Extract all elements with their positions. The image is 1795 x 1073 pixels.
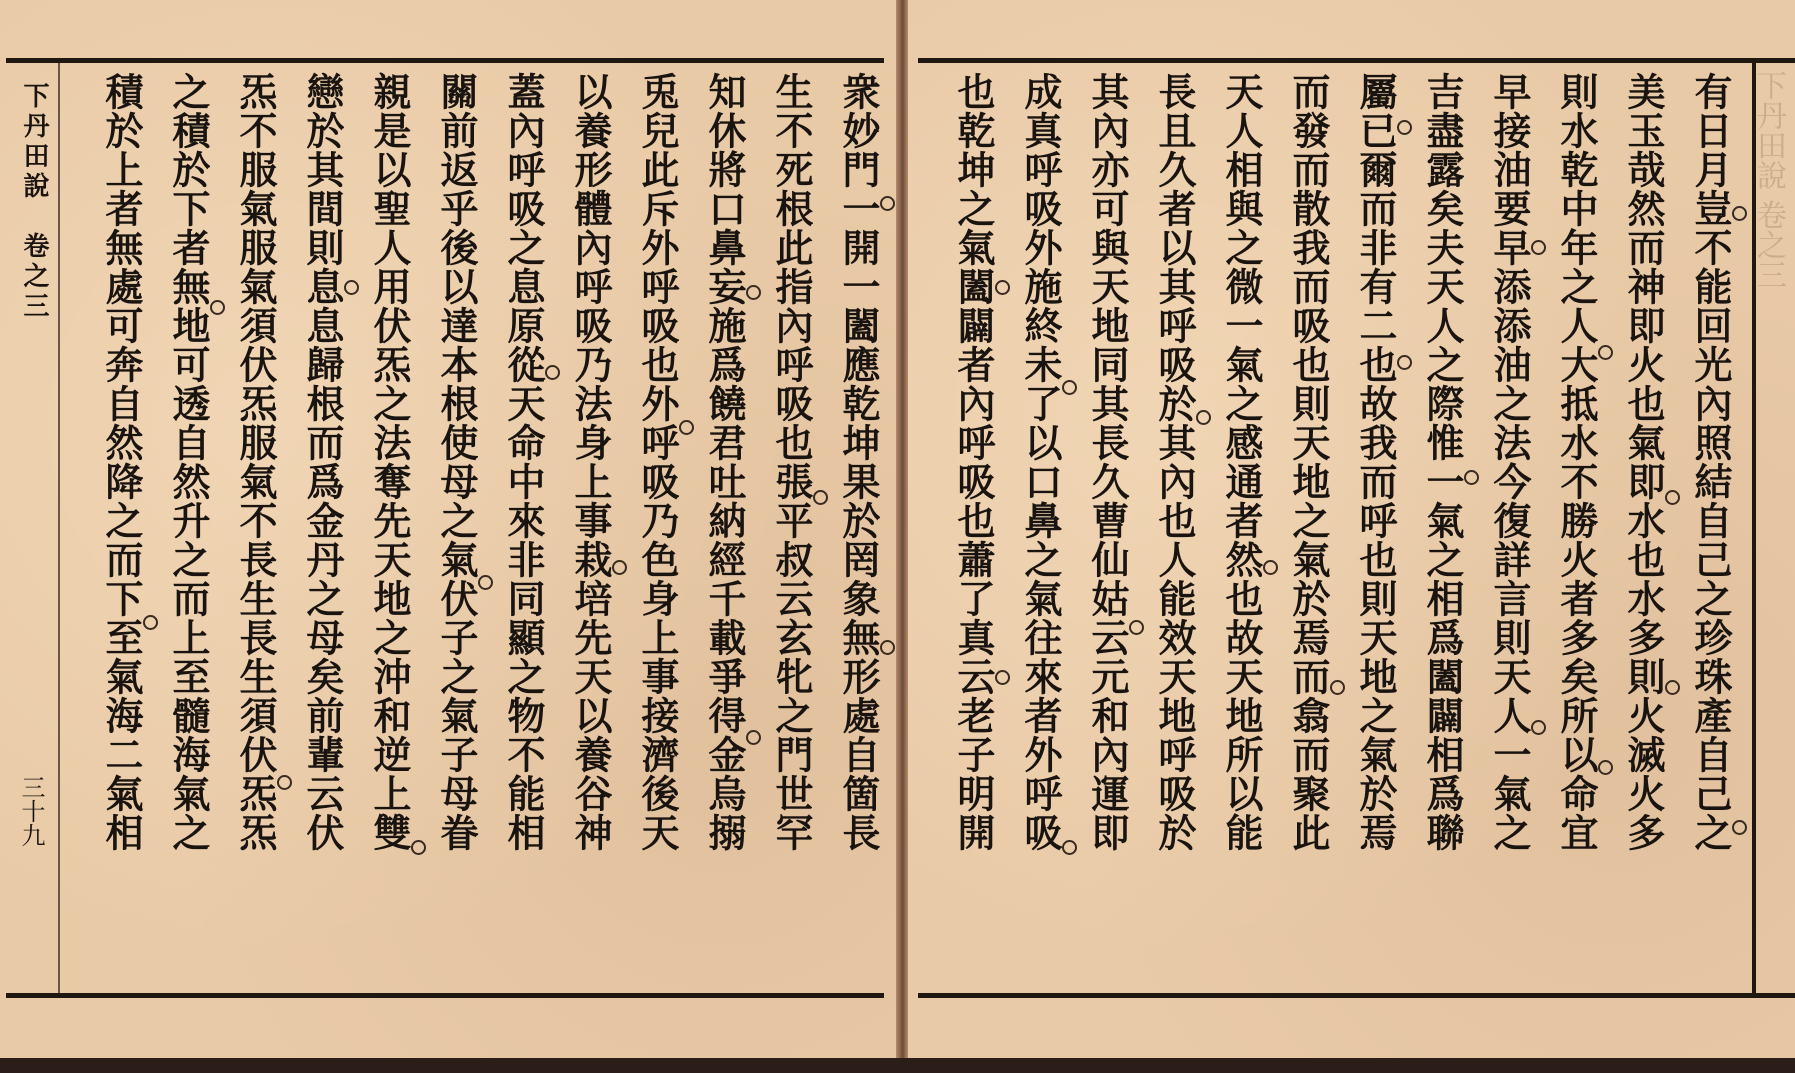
punctuation-mark [478, 575, 493, 590]
punctuation-mark [1196, 410, 1211, 425]
punctuation-mark [344, 280, 359, 295]
punctuation-mark [1464, 470, 1479, 485]
punctuation-mark [1598, 760, 1613, 775]
frame-bottom-rule-right [918, 993, 1795, 998]
text-column: 兎兒此斥外呼吸也外呼吸乃色身上事接濟後天 [635, 72, 680, 852]
bottom-edge [0, 1058, 1795, 1073]
punctuation-mark [1665, 680, 1680, 695]
text-column: 戀於其間則息息歸根而爲金丹之母矣前輩云伏 [300, 72, 345, 852]
text-column: 之積於下者無地可透自然升之而上至髓海氣之 [166, 72, 211, 852]
punctuation-mark [1062, 380, 1077, 395]
punctuation-mark [1732, 820, 1747, 835]
punctuation-mark [612, 560, 627, 575]
margin-title-block [14, 82, 54, 997]
punctuation-mark [210, 300, 225, 315]
frame-top-rule-right [918, 58, 1795, 63]
text-column: 成真呼吸外施終未了以口鼻之氣往來者外呼吸 [1018, 72, 1063, 852]
book-gutter [896, 0, 908, 1058]
punctuation-mark [1397, 355, 1412, 370]
frame-bottom-rule-left [6, 993, 884, 998]
margin-volume: 卷之三 [19, 232, 49, 322]
punctuation-mark [679, 420, 694, 435]
margin-title: 下丹田說 [19, 82, 49, 202]
punctuation-mark [1397, 120, 1412, 135]
punctuation-mark [1129, 620, 1144, 635]
punctuation-mark [813, 490, 828, 505]
punctuation-mark [143, 615, 158, 630]
text-column: 天人相與之微一氣之感通者然也故天地所以能 [1219, 72, 1264, 852]
punctuation-mark [1598, 345, 1613, 360]
punctuation-mark [995, 670, 1010, 685]
folio-number: 三十九 [17, 775, 45, 847]
punctuation-mark [1531, 720, 1546, 735]
margin-rule-left [58, 63, 60, 993]
punctuation-mark [545, 365, 560, 380]
frame-top-rule-left [6, 58, 884, 63]
text-column: 關前返乎後以達本根使母之氣伏子之氣子母眷 [434, 72, 479, 852]
punctuation-mark [1330, 680, 1345, 695]
punctuation-mark [746, 730, 761, 745]
text-column: 吉盡露矣夫天人之際惟一氣之相爲闔闢相爲聯 [1420, 72, 1465, 852]
bleed-through-text: 下丹田說 卷之三 [1751, 70, 1786, 290]
text-column: 親是以聖人用伏炁之法奪先天地之沖和逆上雙 [367, 72, 412, 852]
text-column: 早接油要早添添油之法今復詳言則天人一氣之 [1487, 72, 1532, 852]
text-column: 衆妙門一開一闔應乾坤果於罔象無形處自箇長 [836, 72, 881, 852]
punctuation-mark [1732, 206, 1747, 221]
punctuation-mark [411, 840, 426, 855]
punctuation-mark [1531, 240, 1546, 255]
punctuation-mark [1263, 560, 1278, 575]
text-column: 則水乾中年之人大抵水不勝火者多矣所以命宜 [1554, 72, 1599, 852]
text-column: 屬已爾而非有二也故我而呼也則天地之氣於焉 [1353, 72, 1398, 852]
text-column: 長且久者以其呼吸於其內也人能效天地呼吸於 [1152, 72, 1197, 852]
text-column: 積於上者無處可奔自然降之而下至氣海二氣相 [99, 72, 144, 852]
punctuation-mark [880, 640, 895, 655]
text-column: 蓋內呼吸之息原從天命中來非同顯之物不能相 [501, 72, 546, 852]
punctuation-mark [277, 775, 292, 790]
text-column: 有日月豈不能回光內照結自己之珍珠產自己之 [1688, 72, 1733, 852]
punctuation-mark [995, 280, 1010, 295]
punctuation-mark [880, 196, 895, 211]
text-column: 炁不服氣服氣須伏炁服氣不長生長生須伏炁炁 [233, 72, 278, 852]
punctuation-mark [746, 285, 761, 300]
text-column: 知休將口鼻妄施爲饒君吐納經千載爭得金烏搦 [702, 72, 747, 852]
text-column: 而發而散我而吸也則天地之氣於焉而翕而聚此 [1286, 72, 1331, 852]
text-column: 也乾坤之氣闔闢者內呼吸也蕭了真云老子明開 [951, 72, 996, 852]
text-column: 生不死根此指內呼吸也張平叔云玄牝之門世罕 [769, 72, 814, 852]
text-column: 其內亦可與天地同其長久曹仙姑云元和內運即 [1085, 72, 1130, 852]
text-column: 以養形體內呼吸乃法身上事栽培先天以養谷神 [568, 72, 613, 852]
text-column: 美玉哉然而神即火也氣即水也水多則火滅火多 [1621, 72, 1666, 852]
punctuation-mark [1665, 490, 1680, 505]
punctuation-mark [1062, 840, 1077, 855]
